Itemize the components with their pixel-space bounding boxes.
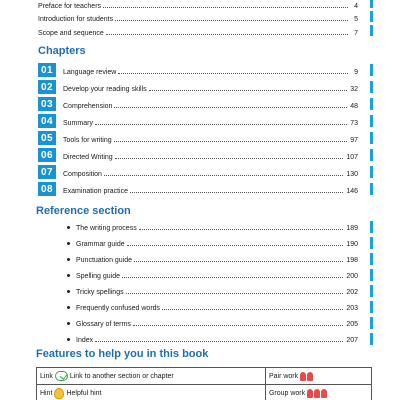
toc-title: Scope and sequence	[38, 30, 104, 37]
group-work-label: Group work	[268, 389, 306, 397]
leader-dots	[95, 124, 347, 125]
pair-work-label: Pair work	[268, 372, 299, 380]
leader-dots	[162, 309, 343, 310]
features-table	[36, 367, 372, 400]
toc-page: 4	[354, 3, 358, 10]
leader-dots	[114, 141, 348, 142]
features-row	[37, 385, 372, 400]
bullet	[67, 274, 70, 277]
leader-dots	[115, 20, 348, 21]
side-marker	[370, 221, 373, 233]
side-marker	[370, 285, 373, 297]
bullet	[67, 306, 70, 309]
leader-dots	[103, 7, 348, 8]
leader-dots	[114, 107, 347, 108]
reference-page: 189	[346, 225, 358, 232]
reference-row[interactable]	[76, 235, 358, 248]
bullet	[67, 322, 70, 325]
chapter-row[interactable]	[63, 148, 358, 161]
side-marker	[370, 253, 373, 265]
leader-dots	[127, 245, 344, 246]
leader-dots	[126, 293, 344, 294]
reference-row[interactable]	[76, 315, 358, 328]
toc-row	[38, 10, 358, 23]
link-icon	[55, 371, 68, 381]
reference-row[interactable]	[76, 283, 358, 296]
leader-dots	[104, 175, 343, 176]
reference-row[interactable]	[76, 267, 358, 280]
features-cell	[265, 385, 371, 400]
chapter-page: 130	[346, 171, 358, 178]
reference-page: 203	[346, 305, 358, 312]
chapters-heading: Chapters	[38, 45, 86, 57]
features-cell	[37, 385, 266, 400]
leader-dots	[95, 341, 343, 342]
side-marker	[370, 333, 373, 345]
chapter-page: 73	[350, 120, 358, 127]
chapter-number-badge: 06	[38, 148, 56, 162]
reference-heading: Reference section	[36, 205, 131, 217]
reference-title: Grammar guide	[76, 241, 125, 248]
chapter-title: Tools for writing	[63, 137, 112, 144]
chapter-title: Comprehension	[63, 103, 113, 110]
side-marker	[370, 149, 373, 161]
side-marker	[370, 25, 373, 36]
reference-row[interactable]	[76, 299, 358, 312]
side-marker	[370, 317, 373, 329]
toc-row	[38, 24, 358, 37]
reference-title: Glossary of terms	[76, 321, 131, 328]
leader-dots	[118, 73, 348, 74]
chapter-number-badge: 04	[38, 114, 56, 128]
chapter-number-badge: 03	[38, 97, 56, 111]
reference-title: Frequently confused words	[76, 305, 161, 312]
features-cell	[265, 368, 371, 385]
chapter-row[interactable]	[63, 80, 358, 93]
toc-page: 7	[354, 30, 358, 37]
features-row	[37, 368, 372, 385]
chapter-number-badge: 08	[38, 182, 56, 196]
chapter-row[interactable]	[63, 97, 358, 110]
chapter-row[interactable]	[63, 182, 358, 195]
toc-title: Introduction for students	[38, 16, 114, 23]
side-marker	[370, 301, 373, 313]
chapter-page: 97	[350, 137, 358, 144]
reference-page: 205	[346, 321, 358, 328]
leader-dots	[133, 325, 343, 326]
reference-title: Tricky spellings	[76, 289, 124, 296]
chapter-title: Develop your reading skills	[63, 86, 147, 93]
reference-row[interactable]	[76, 331, 358, 344]
leader-dots	[130, 192, 343, 193]
reference-page: 190	[346, 241, 358, 248]
reference-page: 207	[346, 337, 358, 344]
bullet	[67, 226, 70, 229]
reference-page: 202	[346, 289, 358, 296]
side-marker	[370, 98, 373, 110]
side-marker	[370, 81, 373, 93]
side-marker	[370, 132, 373, 144]
features-heading: Features to help you in this book	[36, 348, 209, 360]
chapter-title: Composition	[63, 171, 102, 178]
side-marker	[370, 183, 373, 195]
chapter-number-badge: 07	[38, 165, 56, 179]
features-cell	[37, 368, 266, 385]
link-text: Link to another section or chapter	[69, 372, 174, 380]
chapter-title: Directed Writing	[63, 154, 113, 161]
group-work-icon	[307, 389, 327, 398]
leader-dots	[149, 90, 348, 91]
reference-title: Spelling guide	[76, 273, 120, 280]
leader-dots	[122, 277, 343, 278]
side-marker	[370, 115, 373, 127]
chapter-page: 32	[350, 86, 358, 93]
leader-dots	[115, 158, 344, 159]
chapter-title: Summary	[63, 120, 93, 127]
chapter-row[interactable]	[63, 114, 358, 127]
chapter-number-badge: 01	[38, 63, 56, 77]
reference-page: 200	[346, 273, 358, 280]
chapter-row[interactable]	[63, 63, 358, 76]
hint-text: Helpful hint	[66, 389, 102, 397]
reference-row[interactable]	[76, 251, 358, 264]
hint-icon	[54, 388, 64, 399]
leader-dots	[106, 34, 348, 35]
chapter-page: 9	[354, 69, 358, 76]
bullet	[67, 242, 70, 245]
reference-row[interactable]	[76, 219, 358, 232]
bullet	[67, 290, 70, 293]
chapter-page: 107	[346, 154, 358, 161]
link-label: Link	[40, 372, 53, 380]
chapter-page: 48	[350, 103, 358, 110]
side-marker	[370, 237, 373, 249]
reference-title: Punctuation guide	[76, 257, 133, 264]
pair-work-icon	[300, 372, 313, 381]
toc-title: Preface for teachers	[38, 3, 102, 10]
side-marker	[370, 0, 373, 8]
hint-label: Hint	[40, 389, 53, 397]
reference-title: Index	[76, 337, 94, 344]
reference-page: 198	[346, 257, 358, 264]
side-marker	[370, 269, 373, 281]
side-marker	[370, 64, 373, 76]
reference-title: The writing process	[76, 225, 137, 232]
toc-page: 5	[354, 16, 358, 23]
chapter-page: 146	[346, 188, 358, 195]
bullet	[67, 258, 70, 261]
chapter-title: Examination practice	[63, 188, 128, 195]
side-marker	[370, 11, 373, 22]
chapter-row[interactable]	[63, 131, 358, 144]
bullet	[67, 338, 70, 341]
leader-dots	[139, 229, 344, 230]
chapter-title: Language review	[63, 69, 117, 76]
side-marker	[370, 166, 373, 178]
chapter-number-badge: 02	[38, 80, 56, 94]
leader-dots	[134, 261, 343, 262]
chapter-row[interactable]	[63, 165, 358, 178]
toc-row	[38, 0, 358, 10]
chapter-number-badge: 05	[38, 131, 56, 145]
